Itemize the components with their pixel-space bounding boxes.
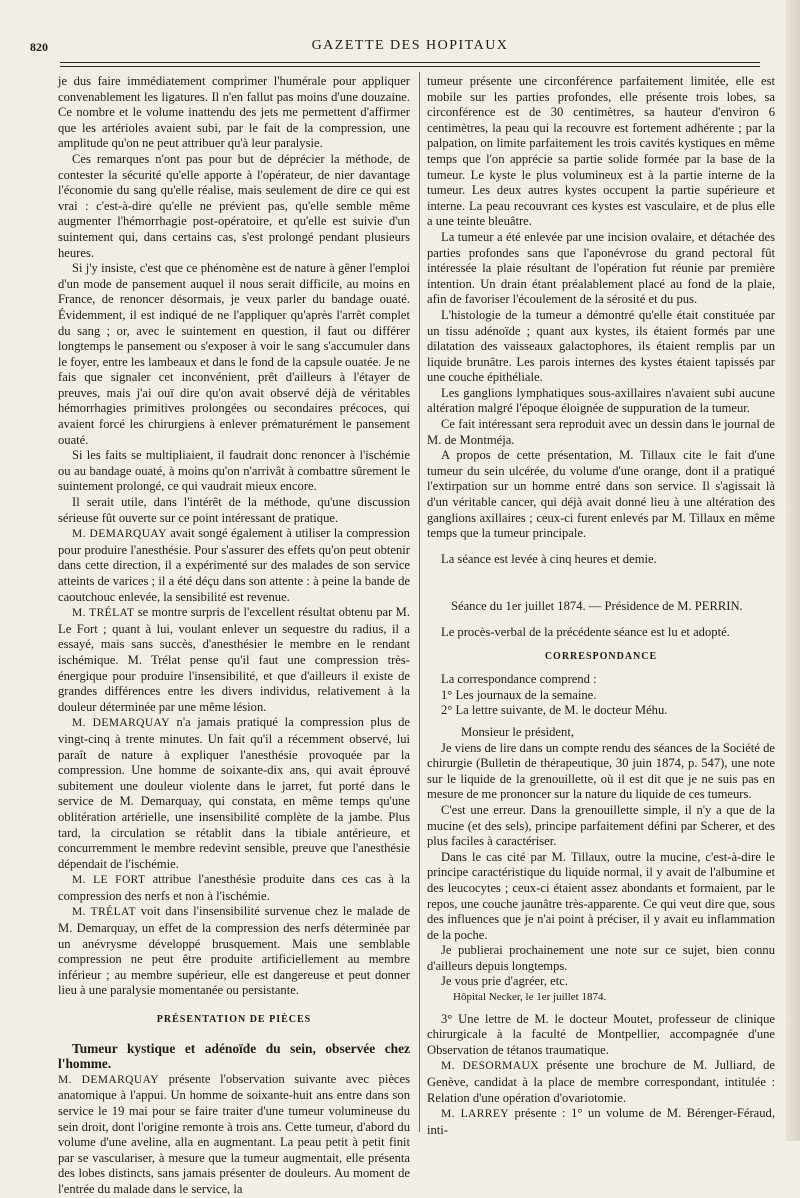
page-spine-shadow: [786, 0, 800, 1141]
paragraph: La tumeur a été enlevée par une incision ovalaire, et détachée des parties profondes sans que l'aponévrose du grand pectoral fût intéressée la plaie résultant de l'opération fut réunie par première intention. Un drain étant préalablement placé au fond de la plaie, afin de favoriser l'écoulement de la sérosité et du pus.: [427, 229, 775, 307]
right-column: [427, 74, 775, 1138]
paragraph: [58, 526, 410, 605]
session-heading: Séance du 1er juillet 1874. — Présidence de M. PERRIN.: [451, 599, 743, 614]
list-item: 1° Les journaux de la semaine.: [441, 687, 597, 702]
speaker-text: se montre surpris de l'excellent résultat obtenu par M. Le Fort ; quant à lui, voulant enlever un sequestre du radius, il a essayé, mais sans succès, d'anesthésier le membre en le rendant ischémique. M. Trélat pense qu'il faut une compression très-énergique pour produire l'insensibilité, et que d'ailleurs il existe de grandes différences entre les divers individus, relativement à la douleur déterminée par une même lésion.: [58, 605, 410, 714]
paragraph: Ces remarques n'ont pas pour but de déprécier la méthode, de contester la sécurité qu'elle apporte à l'opérateur, de nier davantage l'économie du sang qu'elle réalise, mais seulement de dire ce qui est vrai : c'est-à-dire qu'elle ne prévient pas, qu'elle semble même augmenter l'hémorrhagie post-opératoire, et qu'elle est suivie d'un suintement qui, dans certains cas, s'est prolongé pendant plusieurs heures.: [58, 151, 410, 260]
paragraph: [427, 1106, 775, 1138]
journal-title: GAZETTE DES HOPITAUX: [311, 38, 509, 53]
paragraph: Les ganglions lymphatiques sous-axillaires n'avaient subi aucune altération malgré l'époque éloignée de suppuration de la tumeur.: [427, 385, 775, 416]
paragraph: tumeur présente une circonférence parfaitement limitée, elle est mobile sur les parties profondes, elle présente trois lobes, sa circonférence est de 30 centimètres, sa hauteur d'environ 6 centimètres, la peau qui la recouvre est fortement adhérente ; par la palpation, on limite parfaitement les trois cavités kystiques en même temps que l'on apprécie sa partie solide formée par la base de la tumeur. Le kyste le plus volumineux est à la partie interne de la tumeur. Les deux autres kystes occupent la partie supérieure et interne. La peau recouvrant ces kystes est vasculaire, et de plus elle a une teinte bleuâtre.: [427, 74, 775, 229]
speaker-text: voit dans l'insensibilité survenue chez le malade de M. Demarquay, un effet de la compression des nerfs déterminée par un anévrysme développé brusquement. Mais une semblable compression ne peut être produite artificiellement au membre inférieur ; au membre supérieur, elle est dangereuse et peut donner lieu à une paralysie momentanée ou persistante.: [58, 904, 410, 998]
paragraph: [58, 605, 410, 715]
article-title: Tumeur kystique et adénoïde du sein, observée chez l'homme.: [58, 1040, 410, 1072]
paragraph: Si j'y insiste, c'est que ce phénomène est de nature à gêner l'emploi d'un mode de pansement auquel il nous serait difficile, au moins en France, de renoncer désormais, je veux parler du bandage ouaté. Évidemment, il est indiqué de ne l'appliquer qu'après l'arrêt complet du sang ; or, avec le suintement en question, il faut ou différer longtemps le pansement ou s'exposer à voir le sang s'accumuler dans le foyer, entre les lambeaux et dans le fond de la capsule ouatée. Je ne fais que signaler cet inconvénient, prêt d'ailleurs à l'étayer de preuves, mais j'ai ouï dire qu'on avait observé déjà de véritables hémorrhagies primitives prolongées ou secondaires précoces, qui avaient forcé les chirurgiens à enlever prématurément le pansement ouaté.: [58, 261, 410, 447]
letter-paragraph: Dans le cas cité par M. Tillaux, outre la mucine, c'est-à-dire le principe caractéristique du liquide normal, il y avait de l'albumine et des leucocytes ; ceux-ci étaient assez abondants et formaient, par le repos, une couche jaunâtre très-apparente. Ce qui veut dire que, sous des influences que je n'ai point à préciser, il y avait eu inflammation de la poche.: [427, 849, 775, 942]
letter-paragraph: C'est une erreur. Dans la grenouillette simple, il n'y a que de la mucine (et des sels), principe parfaitement défini par Scherer, et des plus faciles à caractériser.: [427, 802, 775, 849]
speaker-text: attribue l'anesthésie produite dans ces cas à la compression des nerfs et non à l'ischémie.: [58, 872, 410, 903]
header-rule-thin: [60, 66, 760, 67]
letter-salutation: Monsieur le président,: [461, 724, 574, 739]
page-number: 820: [30, 40, 48, 54]
letter-paragraph: Je viens de lire dans un compte rendu des séances de la Société de chirurgie (Bulletin de thérapeutique, 30 juin 1874, p. 547), une note sur le liquide de la grenouillette, où il est dit que je ne suis pas en mesure de me prononcer sur la nature du liquide de ces tumeurs.: [427, 740, 775, 802]
header-rule-thick: [60, 62, 760, 63]
paragraph: [58, 1072, 410, 1198]
speaker-name: M. DESORMAUX: [441, 1060, 539, 1073]
list-item: 3° Une lettre de M. le docteur Moutet, professeur de clinique chirurgicale à la faculté de Montpellier, accompagnée d'une Observation de tétanos traumatique.: [427, 1011, 775, 1057]
paragraph: [58, 904, 410, 999]
speaker-name: M. LARREY: [441, 1108, 509, 1121]
column-divider: [419, 72, 420, 1132]
speaker-name: M. LE FORT: [72, 874, 146, 887]
speaker-name: M. DEMARQUAY: [58, 1073, 159, 1086]
correspondence-heading: CORRESPONDANCE: [544, 650, 658, 662]
letter-signature: Hôpital Necker, le 1er juillet 1874.: [453, 991, 607, 1004]
paragraph: [58, 872, 410, 904]
paragraph: Ce fait intéressant sera reproduit avec un dessin dans le journal de M. de Montméja.: [427, 417, 775, 447]
list-item: 2° La lettre suivante, de M. le docteur Méhu.: [441, 703, 668, 718]
paragraph: A propos de cette présentation, M. Tillaux cite le fait d'une tumeur du sein ulcérée, du volume d'une orange, dont il a pratiqué l'extirpation sur un homme entré dans son service. Il s'agissait là d'un véritable cancer, qui déjà avait donné lieu à une altération des ganglions axillaires ; ceux-ci furent enlevés par M. Tillaux en même temps que la tumeur principale.: [427, 448, 775, 541]
paragraph: La correspondance comprend :: [441, 672, 597, 687]
paragraph: [427, 1058, 775, 1106]
letter-paragraph: Je vous prie d'agréer, etc.: [441, 974, 568, 989]
paragraph: [58, 715, 410, 872]
speaker-name: M. TRÉLAT: [72, 906, 136, 919]
speaker-name: M. DEMARQUAY: [72, 717, 170, 730]
minutes-line: Le procès-verbal de la précédente séance est lu et adopté.: [441, 625, 730, 639]
page-header: [30, 40, 790, 60]
speaker-name: M. TRÉLAT: [72, 607, 135, 620]
session-closing: La séance est levée à cinq heures et demie.: [441, 551, 657, 566]
speaker-text: présente l'observation suivante avec pièces anatomique à l'appui. Un homme de soixante-huit ans entre dans son service le 19 mai pour se faire traiter d'une tumeur volumineuse du sein droit, dont l'origine remonte à trois ans. Cette tumeur, d'abord du volume d'une aveline, alla en augmentant. La peau petit à petit finit par se vasculariser, à mesure que la tumeur augmentait, elle présenta des lobes distincts, sans jamais présenter de douleurs. Au moment de l'entrée du malade dans le service, la: [58, 1071, 410, 1196]
speaker-text: présente : 1° un volume de M. Bérenger-Féraud, inti-: [427, 1106, 775, 1137]
paragraph: Il serait utile, dans l'intérêt de la méthode, qu'une discussion sérieuse fût ouverte sur ce point intéressant de pratique.: [58, 495, 410, 525]
speaker-text: avait songé également à utiliser la compression pour produire l'anesthésie. Pour s'assurer des effets qu'on peut obtenir dans cette direction, il a expérimenté sur des malades de son service atteints de varices ; il a été déçu dans son attente : à peine la bande de caoutchouc enlevée, la sensibilité est revenue.: [58, 526, 410, 604]
paragraph: Si les faits se multipliaient, il faudrait donc renoncer à l'ischémie ou au bandage ouaté, à moins qu'on n'arrivât à combattre sûrement le suintement prolongé, ce qui vaudrait mieux encore.: [58, 448, 410, 494]
section-heading: PRÉSENTATION DE PIÈCES: [156, 1014, 312, 1026]
left-column: [58, 74, 410, 1198]
paragraph: je dus faire immédiatement comprimer l'humérale pour appliquer convenablement les ligatures. Il n'en fallut pas moins d'une douzaine. Ce nombre et le volume inattendu des jets me permettent d'affirmer que les artérioles avaient subi, par le fait de la compression, une amplitude qu'on ne peut attribuer qu'à leur paralysie.: [58, 74, 410, 151]
paragraph: L'histologie de la tumeur a démontré qu'elle était constituée par un tissu adénoïde ; quant aux kystes, ils étaient formés par une dilatation des vaisseaux galactophores, ils étaient remplis par un liquide brunâtre. Les parois internes des kystes étaient tapissés par une couche épithéliale.: [427, 307, 775, 385]
speaker-text: n'a jamais pratiqué la compression plus de vingt-cinq à trente minutes. Un fait qu'il a récemment observé, lui paraît de nature à expliquer l'anesthésie provoquée par la compression. Une homme de soixante-dix ans, qui avait éprouvé subitement une douleur violente dans le jarret, fut porté dans le service de M. Demarquay, qui constata, en même temps qu'une oblitération artérielle, une insensibilité complète de la jambe. Plus tard, la circulation se rétablit dans la tibiale antérieure, et concurremment le membre redevint sensible, preuve que l'anesthésie dépendait de l'ischémie.: [58, 715, 410, 871]
letter-paragraph: Je publierai prochainement une note sur ce sujet, bien connu d'ailleurs depuis longtemps.: [427, 943, 775, 973]
speaker-text: présente une brochure de M. Julliard, de Genève, candidat à la place de membre correspondant, intitulée : Relation d'une opération d'ovariotomie.: [427, 1058, 775, 1105]
speaker-name: M. DEMARQUAY: [72, 528, 167, 541]
